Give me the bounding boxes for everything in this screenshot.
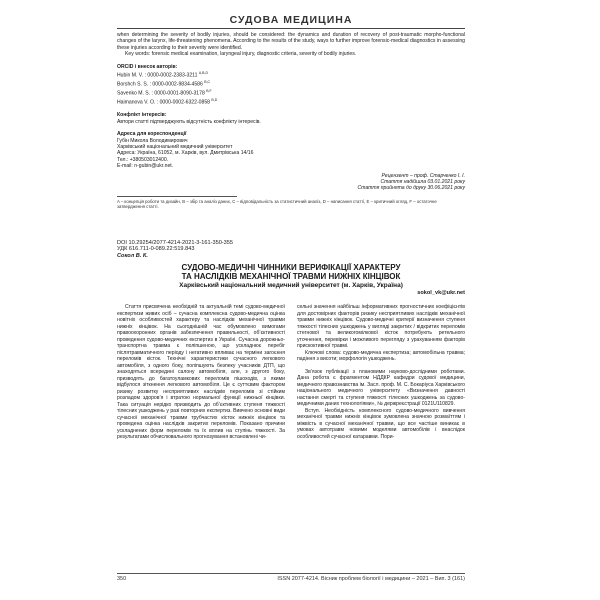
- author-name: Haimanova V. O.: [117, 100, 156, 106]
- journal-page: [117, 14, 465, 592]
- body-columns: [117, 304, 465, 441]
- orcid-row: Haimanova V. O. : 0000-0002-6322-0858 $^{B,D}$: [117, 98, 218, 106]
- orcid-id[interactable]: 0000-0002-6322-0858: [159, 100, 210, 106]
- udc: УДК 616.711-0-089.22:519.843: [117, 246, 195, 253]
- author-roles: B,F: [206, 89, 212, 94]
- orcid-heading: ORCID і внесок авторів:: [117, 63, 178, 70]
- reviewer-line: Рецензент – проф. Старченко І. І.: [381, 172, 465, 179]
- orcid-id[interactable]: 0000-0002-9834-4586: [152, 81, 203, 88]
- reviewer-name: проф. Старченко І. І.: [414, 172, 465, 179]
- right-paragraph-funding: Зв’язок публікації з плановими науково-дослідними роботами. Дана робота є фрагментом НДДКР кафедри судової медицини, медичного правознавства ім. Засл. проф. М. С. Бокаріуса Харківського національного медичного університету «Визначення давності настання смерті та ступеня тяжкості тілесних ушкоджень за судово-медичними даних технологіями», № держреєстрації 0121U110829.: [297, 368, 465, 408]
- orcid-row: Borshch S. S. : 0000-0002-9834-4586 $^{B,C}$: [117, 80, 211, 88]
- author-roles: B,C: [204, 80, 211, 85]
- article-title: [117, 263, 465, 282]
- right-paragraph-intro: Вступ. Необхідність комплексного судово-медичного вивчення механічної травми нижніх кінцівок зумовлена значною розмаїттям і міжвість в сучасної механічної травми, що все частіше виникає в умовах автотравм новими моделями автомобілів і внаслідок особливостей сучасної катаравми. Пори-: [297, 407, 465, 440]
- received-date: Стаття надійшла 03.01.2021 року: [380, 179, 465, 186]
- contribution-footnote: A – концепція роботи та дизайн, B – збір та аналіз даних, C – відповідальність за статистичний аналіз, D – написання статті, E – критичний огляд, F – остаточне затвердження статті.: [117, 198, 437, 210]
- body-column-left: [117, 304, 285, 441]
- conflict-heading: Конфлікт інтересів:: [117, 112, 167, 119]
- doi: DOI 10.29254/2077-4214-2021-3-161-350-355: [117, 239, 234, 246]
- right-paragraph-keywords: Ключові слова: судово-медична експертиза; автомобільна травма; падіння з висоти; морфологія ушкоджень.: [297, 349, 465, 363]
- abstract-continuation: when determining the severity of bodily injuries, should be considered: the dynamics and duration of recovery of post-traumatic morpho-functional changes of the larynx, life-threatening phenomena. According to the results of the study, ways to further improve forensic-medical diagnostics in assessing these injuries according to their severity were identified.: [117, 32, 465, 51]
- orcid-id[interactable]: 0000-0002-2383-3211: [147, 72, 198, 79]
- footer-rule: [117, 573, 465, 574]
- orcid-id[interactable]: 0000-0001-8090-3178: [154, 90, 205, 97]
- page-footer: [117, 576, 465, 582]
- author-email: sokol_vk@ukr.net: [417, 289, 465, 296]
- affiliation: Харківський національний медичний університет (м. Харків, Україна): [179, 281, 403, 289]
- page-number: 350: [117, 576, 127, 582]
- running-head: СУДОВА МЕДИЦИНА: [229, 14, 353, 26]
- journal-citation: ISSN 2077-4214. Вісник проблем біології і медицини – 2021 – Вип. 3 (161): [277, 576, 465, 582]
- accepted-date: Стаття прийнята до друку 30.06.2021 року: [357, 185, 465, 192]
- right-paragraph-1: сельні значення найбільш інформативних прогностичних коефіцієнтів для достовірних факторів ризику несприятливих наслідків механічної травми нижніх кінцівок. Судово-медичні критерії визначення ступеня тяжкості тілесних ушкоджень у вигляді закритих / відкритих переломів стегнової та великогомілкової кісток потребують ретельного уточнення, перевірки і можливого перегляду з урахуванням факторів прискоктивної травмі.: [297, 304, 465, 350]
- author-name: Borshch S. S.: [117, 81, 149, 88]
- correspondence-line: Тел.: +380503012400.: [117, 156, 169, 163]
- orcid-list: [117, 70, 465, 106]
- keywords-en: Key words: forensic medical examination, laryngeal injury, diagnostic criteria, severity of bodily injuries.: [125, 51, 357, 58]
- author-roles: B,D: [211, 98, 218, 103]
- orcid-row: Savenko M. S. : 0000-0001-8090-3178 $^{B,F}$: [117, 89, 212, 97]
- header-rule: [117, 28, 465, 29]
- title-line-2: ТА НАСЛІДКІВ МЕХАНІЧНОЇ ТРАВМИ НИЖНІХ КІНЦІВОК: [181, 272, 401, 282]
- left-paragraph: Стаття присвячена необхідній та актуальній темі судово-медичної експертизи живих осіб – сучасна комплексна судово-медична оцінка новітніх особливостей характеру та наслідків механічної травми нижніх кінцівок. На сьогоднішній час обумовлено вимогами правоохоронних органів забезпечення правильності, об’єктивності проведення судово-медичних експертиз в Україні. Сучасна дорожньо-транспортна травма є поліпшеною, що ускладнює перебіг післятравматичного періоду і негативно впливає на терміни загоєння переломів кісток. Технічні характеристики сучасного легкового автомобіля, з одного боку, поліпшують безпеку учасників ДТП, що знаходяться всередині салону автомобіля, але, з другого боку, призводять до багатоуламкових переломів пішоходів, з якими відбулося зіткнення легкового автомобіля. Це є суттєвим фактором ризику розвитку несприятливих наслідків переломів зі стійким розладом здоров’я і втратою нормальної функції нижньої кінцівки. Така ситуація нерідко призводить до об’єктивних ступеня тяжкості тілесних ушкоджень у разі повторних експертиз. Вивчено основні види сучасної механічної травми трубчастих кісток нижніх кінцівок та проведена оцінка наслідків закритих переломів. Показано причини ускладнених форм переломів та їх вплив на ступінь тяжкості. За результатами обчислювального прогнозування встановлені чи-: [117, 304, 285, 441]
- correspondence-line: Адреса: Україна, 61052, м. Харків, вул. Дмитрівська 14/16: [117, 150, 254, 157]
- correspondence-line: Харківський національний медичний університет: [117, 144, 233, 151]
- author-short: Сокол В. К.: [117, 252, 148, 259]
- orcid-row: Hubin M. V. : 0000-0002-2383-3211 $^{A,B,D}$: [117, 71, 209, 79]
- author-roles: A,B,D: [198, 71, 209, 76]
- footnote-rule: [117, 196, 237, 197]
- correspondence-heading: Адреса для кореспонденції: [117, 131, 187, 138]
- author-name: Hubin M. V.: [117, 72, 144, 79]
- title-line-1: СУДОВО-МЕДИЧНІ ЧИННИКИ ВЕРИФІКАЦІЇ ХАРАКТЕРУ: [181, 262, 401, 272]
- correspondence-line: Губін Микола Володимирович: [117, 137, 188, 144]
- body-column-right: [297, 304, 465, 441]
- reviewer-label: Рецензент: [381, 172, 409, 179]
- correspondence-lines: [117, 138, 465, 170]
- correspondence-line[interactable]: E-mail: n-gubin@ukr.net.: [117, 163, 174, 170]
- author-name: Savenko M. S.: [117, 90, 151, 97]
- conflict-text: Автори статті підтверджують відсутність конфлікту інтересів.: [117, 118, 261, 125]
